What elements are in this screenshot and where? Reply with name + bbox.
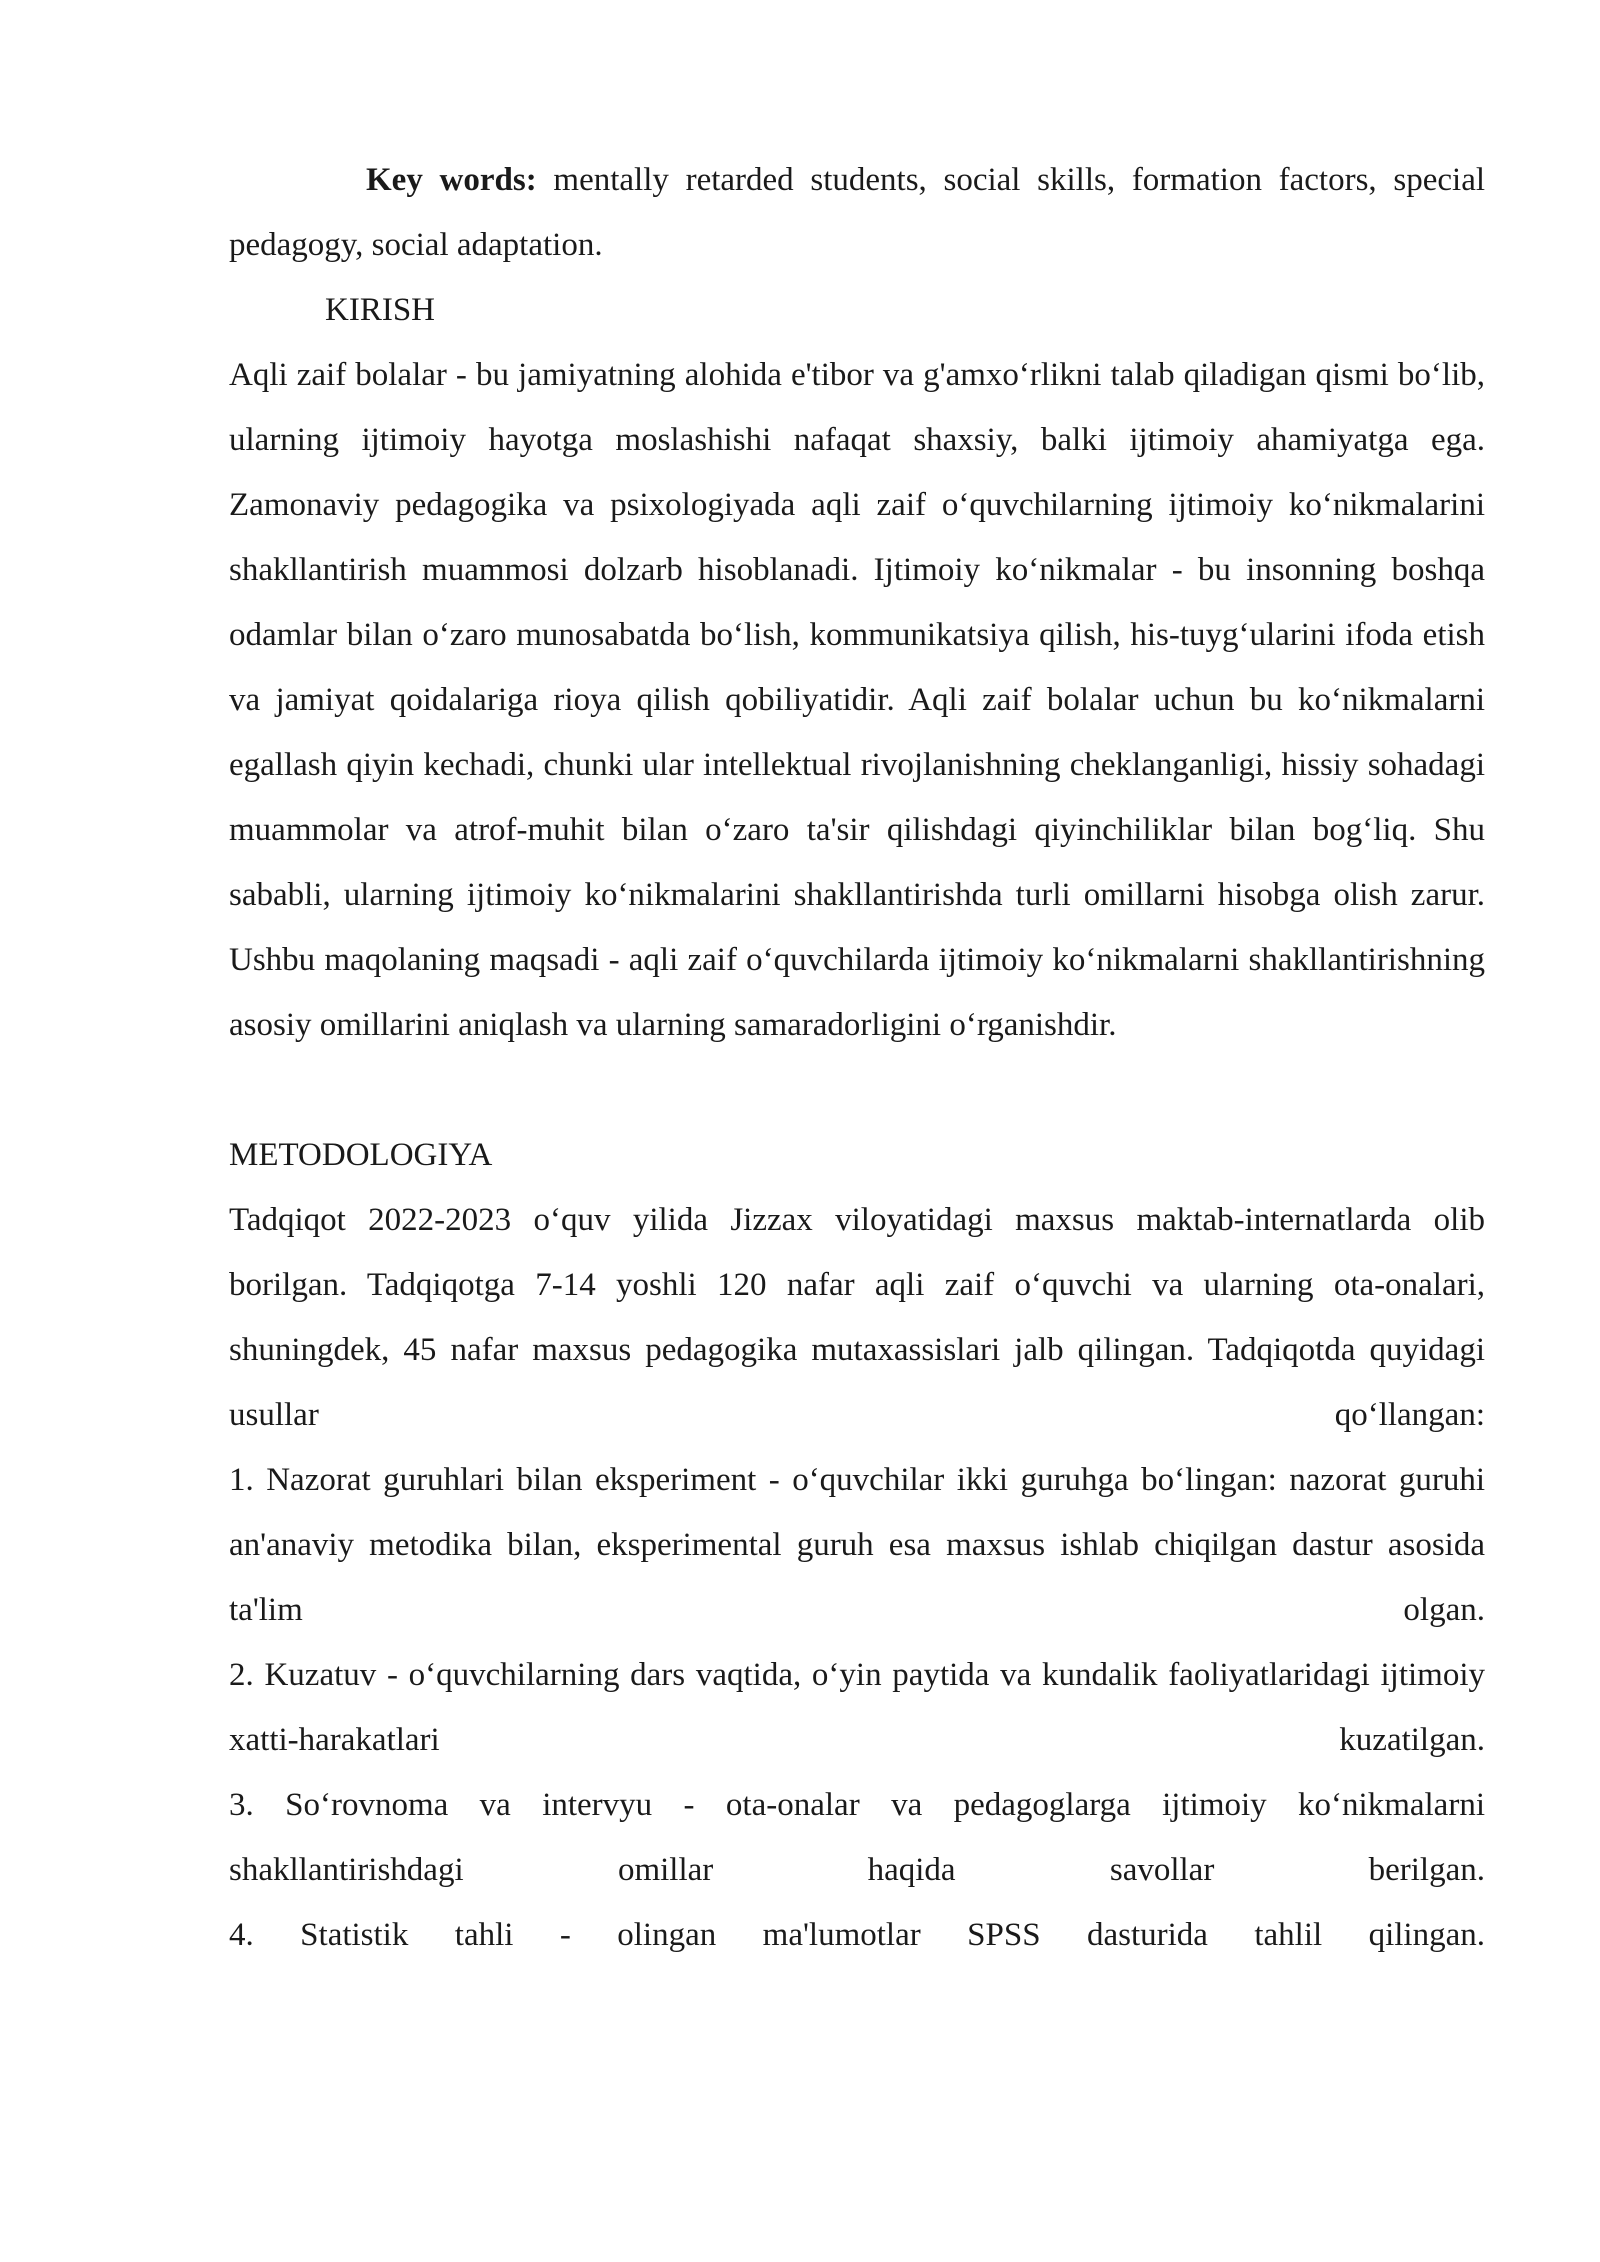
section-spacer: [229, 1058, 1485, 1123]
keywords-text: mentally retarded students, social skills, formation factors, special pedagogy, social adaptation.: [229, 162, 1486, 263]
section-heading-metodologiya: METODOLOGIYA: [229, 1137, 493, 1173]
keywords-label: Key words:: [366, 162, 537, 198]
intro-paragraph: Aqli zaif bolalar - bu jamiyatning alohida e'tibor va g'amxo‘rlikni talab qiladigan qismi bo‘lib, ularning ijtimoiy hayotga moslashishi nafaqat shaxsiy, balki ijtimoiy ahamiyatga ega. Zamonaviy pedagogika va psixologiyada aqli zaif o‘quvchilarning ijtimoiy ko‘nikmalarini shakllantirish muammosi dolzarb hisoblanadi. Ijtimoiy ko‘nikmalar - bu insonning boshqa odamlar bilan o‘zaro munosabatda bo‘lish, kommunikatsiya qilish, his-tuyg‘ularini ifoda etish va jamiyat qoidalariga rioya qilish qobiliyatidir. Aqli zaif bolalar uchun bu ko‘nikmalarni egallash qiyin kechadi, chunki ular intellektual rivojlanishning cheklanganligi, hissiy sohadagi muammolar va atrof-muhit bilan o‘zaro ta'sir qilishdagi qiyinchiliklar bilan bog‘liq. Shu sababli, ularning ijtimoiy ko‘nikmalarini shakllantirishda turli omillarni hisobga olish zarur. Ushbu maqolaning maqsadi - aqli zaif o‘quvchilarda ijtimoiy ko‘nikmalarni shakllantirishning asosiy omillarini aniqlash va ularning samaradorligini o‘rganishdir.: [229, 357, 1485, 1043]
method-item-4: 4. Statistik tahli - olingan ma'lumotlar SPSS dasturida tahlil qilingan.: [229, 1917, 1485, 1953]
keywords-paragraph: [229, 148, 1485, 278]
document-page: [229, 148, 1485, 1968]
methodology-paragraph: Tadqiqot 2022-2023 o‘quv yilida Jizzax viloyatidagi maxsus maktab-internatlarda olib borilgan. Tadqiqotga 7-14 yoshli 120 nafar aqli zaif o‘quvchi va ularning ota-onalari, shuningdek, 45 nafar maxsus pedagogika mutaxassislari jalb qilingan. Tadqiqotda quyidagi usullar qo‘llangan:: [229, 1202, 1485, 1433]
section-heading-kirish: KIRISH: [325, 292, 436, 328]
method-item-3: 3. So‘rovnoma va intervyu - ota-onalar va pedagoglarga ijtimoiy ko‘nikmalarni shakllantirishdagi omillar haqida savollar berilgan.: [229, 1787, 1485, 1888]
method-item-2: 2. Kuzatuv - o‘quvchilarning dars vaqtida, o‘yin paytida va kundalik faoliyatlaridagi ijtimoiy xatti-harakatlari kuzatilgan.: [229, 1657, 1485, 1758]
method-item-1: 1. Nazorat guruhlari bilan eksperiment - o‘quvchilar ikki guruhga bo‘lingan: nazorat guruhi an'anaviy metodika bilan, eksperimental guruh esa maxsus ishlab chiqilgan dastur asosida ta'lim olgan.: [229, 1462, 1485, 1628]
